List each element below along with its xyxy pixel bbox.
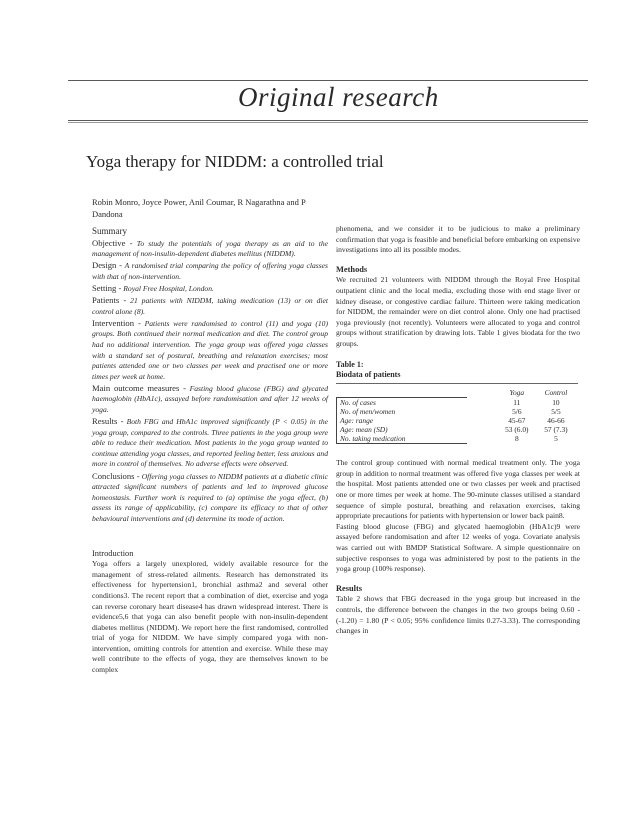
table-row-label: No. of men/women (337, 407, 467, 416)
article-title: Yoga therapy for NIDDM: a controlled trial (86, 152, 384, 171)
abstract-item (92, 416, 328, 470)
scanned-page (68, 64, 588, 780)
section-rule (68, 120, 588, 121)
procedure-text: The control group continued with normal medical treatment only. The yoga group in addition to normal treatment was offered five yoga classes per week at the hospital. Most patients attended one or two classes per week and practised one or more times per week at home. The 90-minute classes utilised a standard sequence of simple postural, breathing and relaxation exercises, taking appropriate precautions for patients with hypertension or lower back pain8. (336, 458, 580, 521)
introduction-text: Yoga offers a largely unexplored, widely available resource for the management of stress-related ailments. Research has demonstrated its effectiveness for hypertension1, bronchial asthma2 and several other conditions3. The recent report that a combination of diet, exercise and yoga can reverse coronary heart disease4 has drawn widespread interest. There is evidence5,6 that yoga can also benefit people with non-insulin-dependent diabetes mellitus (NIDDM). We report here the first randomised, controlled trial of yoga for NIDDM. We have simply compared yoga with non-intervention, omitting controls for attention and exercise. While these may well contribute to the effects of yoga, they are themselves known to be complex (92, 559, 328, 675)
table-header-control: Control (544, 387, 568, 397)
abstract-item-text: Offering yoga classes to NIDDM patients at a diabetic clinic attracted significant numbers of patients and led to improved glucose homeostasis. Further work is required to (a) optimise the yoga effect, (b) assess its range of applicability, (c) compare its efficacy to that of other behavioural interventions and (d) determine its mode of action. (92, 471, 328, 523)
table-row (337, 416, 576, 425)
methods-text: We recruited 21 volunteers with NIDDM through the Royal Free Hospital outpatient clinic and the local media, excluding those with end stage liver or kidney disease, or congestive cardiac failure. Thirteen were taking medication for NIDDM, the remainder were on diet control alone. Only one had practised yoga previously (not recently). Volunteers were allocated to yoga and control groups without stratification by drawing lots. Table 1 gives biodata for the two groups. (336, 275, 580, 348)
author-list: Robin Monro, Joyce Power, Anil Coumar, R Nagarathna and P Dandona (92, 197, 306, 219)
abstract-item-text: To study the potentials of yoga therapy as an aid to the management of non-insulin-dependent diabetes mellitus (NIDDM). (92, 238, 328, 259)
table-cell-control: 46-66 (547, 416, 565, 426)
table-row (337, 425, 576, 434)
abstract-item-text: Both FBG and HbA1c improved significantly (P < 0.05) in the yoga group, compared to the controls. Three patients in the yoga group were able to reduce their medication. Most patients in the yoga group wanted to continue attending yoga classes, and reported feeling better, less anxious and more in control of themselves. No adverse effects were observed. (92, 417, 328, 469)
abstract-item (92, 260, 328, 282)
table-body (337, 398, 576, 444)
top-rule (68, 80, 588, 81)
abstract-item-label: Objective - (92, 237, 133, 248)
table-cell-yoga: 53 (6.0) (505, 425, 529, 435)
table-row-label: No. taking medication (337, 434, 467, 444)
section-title: Original research (238, 82, 439, 112)
left-column (92, 226, 328, 676)
table-cell-control: 10 (552, 397, 560, 407)
table-cell-control: 5 (554, 434, 558, 444)
abstract-item (92, 295, 328, 317)
abstract-item (92, 283, 328, 295)
abstract-item-text: Fasting blood glucose (FBG) and glycated haemoglobin (HbA1c), assayed before randomisation and after 12 weeks of yoga. (92, 383, 328, 414)
table-header-yoga: Yoga (509, 387, 525, 397)
table-title: Biodata of patients (336, 370, 578, 384)
table-cell-control: 57 (7.3) (544, 425, 568, 435)
introduction-heading: Introduction (92, 548, 134, 558)
table-label: Table 1: (336, 359, 364, 369)
abstract-item-label: Main outcome measures - (92, 382, 186, 393)
table-spacer-cell (467, 434, 497, 444)
abstract-item (92, 318, 328, 383)
table-header-spacer (467, 388, 497, 398)
table-spacer-cell (467, 425, 497, 434)
table-header-blank (337, 388, 467, 398)
abstract-item-label: Intervention - (92, 317, 141, 328)
abstract-item-label: Results - (92, 416, 124, 427)
table-cell-yoga: 45-67 (508, 416, 526, 426)
continuation-text: phenomena, and we consider it to be judicious to make a preliminary confirmation that yoga is feasible and beneficial before embarking on expensive investigations into all its possible modes. (336, 224, 580, 255)
abstract-item-text: Patients were randomised to control (11) and yoga (10) groups. Both continued their normal medication and diet. The control group had no additional intervention. The yoga group was offered yoga classes with a standard set of postural, breathing and relaxation exercises; most patients attended one or two classes per week and practised one or more times per week at home. (92, 318, 328, 381)
table-row (337, 407, 576, 416)
abstract-item-text: Royal Free Hospital, London. (123, 283, 214, 293)
abstract-item (92, 383, 328, 416)
table-row-label: Age: range (337, 416, 467, 425)
abstract-item-text: 21 patients with NIDDM, taking medication (13) or on diet control alone (8). (92, 296, 328, 316)
table-spacer-cell (467, 407, 497, 416)
abstract-item-text: A randomised trial comparing the policy of offering yoga classes with that of non-intervention. (92, 261, 328, 281)
abstract-item (92, 471, 328, 525)
abstract-items (92, 238, 328, 525)
table-cell-yoga: 8 (514, 434, 519, 444)
abstract-item-label: Setting - (92, 282, 122, 293)
right-column (336, 224, 580, 637)
biodata-table (336, 388, 576, 445)
table-row-label: Age: mean (SD) (337, 425, 467, 434)
abstract-heading: Summary (92, 226, 127, 236)
table-row (337, 398, 576, 408)
methods-heading: Methods (336, 264, 368, 274)
assay-text: Fasting blood glucose (FBG) and glycated haemoglobin (HbA1c)9 were assayed before randomisation and after 12 weeks of yoga. Covariate analysis was carried out with BMDP Statistical Software. A simple questionnaire on subjective responses to yoga was administered by post to the patients in the yoga group (100% response). (336, 521, 580, 574)
abstract-item (92, 238, 328, 260)
abstract-item-label: Design - (92, 260, 123, 271)
table-row (337, 434, 576, 444)
section-rule-lower (68, 122, 588, 123)
table-row-label: No. of cases (337, 398, 467, 408)
table-spacer-cell (467, 416, 497, 425)
results-text: Table 2 shows that FBG decreased in the yoga group but increased in the controls, the difference between the changes in the two groups being 0.60 - (-1.20) = 1.80 (P < 0.05; 95% confidence limits 0.27-3.33). The corresponding changes in (336, 594, 580, 636)
table-cell-yoga: 11 (513, 397, 521, 407)
abstract-item-label: Conclusions - (92, 470, 140, 481)
table-spacer-cell (467, 398, 497, 408)
table-cell-control: 5/5 (551, 407, 561, 417)
abstract-item-label: Patients - (92, 295, 127, 306)
results-heading: Results (336, 583, 363, 593)
table-cell-yoga: 5/6 (512, 407, 522, 417)
